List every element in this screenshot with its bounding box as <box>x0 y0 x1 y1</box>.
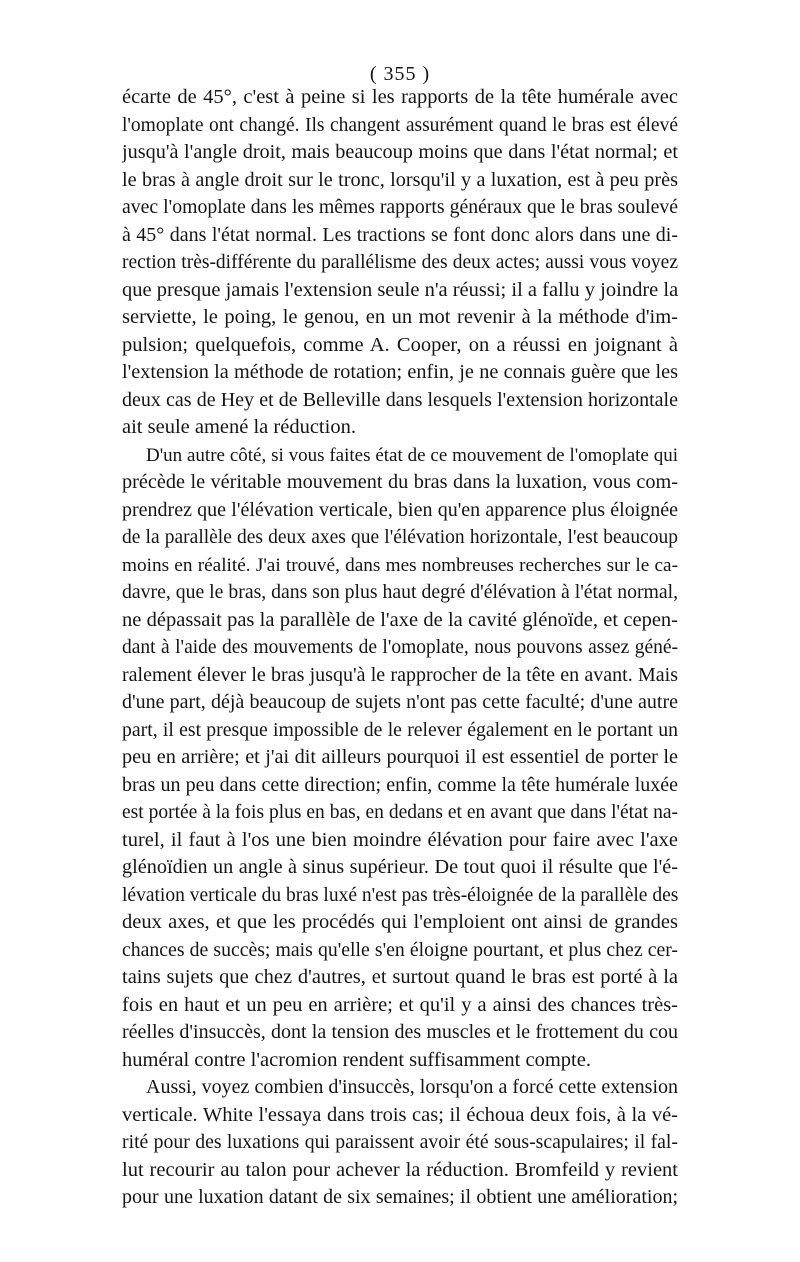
text-line: tains sujets que chez d'autres, et surtout quand le bras est porté à la <box>122 966 678 988</box>
page-number: ( 355 ) <box>369 63 431 85</box>
text-line: Aussi, voyez combien d'insuccès, lorsqu'on a forcé cette extension <box>146 1076 678 1098</box>
text-line: deux axes, et que les procédés qui l'emploient ont ainsi de grandes <box>122 911 678 933</box>
text-line: à 45° dans l'état normal. Les tractions se font donc alors dans une di- <box>122 223 678 246</box>
text-line: bras un peu dans cette direction; enfin, comme la tête humérale luxée <box>122 773 678 796</box>
text-line: lut recourir au talon pour achever la réduction. Bromfeild y revient <box>122 1158 678 1181</box>
text-line: que presque jamais l'extension seule n'a réussi; il a fallu y joindre la <box>122 278 678 301</box>
text-line: est portée à la fois plus en bas, en dedans et en avant que dans l'état na- <box>122 802 678 823</box>
text-line: chances de succès; mais qu'elle s'en éloigne pourtant, et plus chez cer- <box>122 938 678 961</box>
text-line: turel, il faut à l'os une bien moindre élévation pour faire avec l'axe <box>122 828 678 851</box>
text-line: ne dépassait pas la parallèle de l'axe de la cavité glénoïde, et cepen- <box>122 608 678 631</box>
text-line: rection très-différente du parallélisme des deux actes; aussi vous voyez <box>122 252 678 273</box>
text-line: davre, que le bras, dans son plus haut degré d'élévation à l'état normal, <box>122 581 678 603</box>
text-line: ait seule amené la réduction. <box>122 416 356 438</box>
text-line: l'omoplate ont changé. Ils changent assurément quand le bras est élevé <box>122 114 678 136</box>
text-line: lévation verticale du bras luxé n'est pas très-éloignée de la parallèle des <box>122 884 678 906</box>
text-line: écarte de 45°, c'est à peine si les rapports de la tête humérale avec <box>122 86 678 108</box>
text-line: précède le véritable mouvement du bras dans la luxation, vous com- <box>122 471 678 493</box>
text-line: glénoïdien un angle à sinus supérieur. De tout quoi il résulte que l'é- <box>122 856 678 878</box>
text-line: de la parallèle des deux axes que l'élévation horizontale, l'est beaucoup <box>122 527 678 548</box>
text-line: rité pour des luxations qui paraissent avoir été sous-scapulaires; il fal- <box>122 1131 678 1153</box>
text-line: part, il est presque impossible de le relever également en le portant un <box>122 718 678 741</box>
text-line: moins en réalité. J'ai trouvé, dans mes nombreuses recherches sur le ca- <box>122 554 678 576</box>
text-line: l'extension la méthode de rotation; enfin, je ne connais guère que les <box>122 361 678 383</box>
text-line: D'un autre côté, si vous faites état de ce mouvement de l'omoplate qui <box>146 444 678 466</box>
body-text <box>122 84 678 1212</box>
text-line: ralement élever le bras jusqu'à le rapprocher de la tête en avant. Mais <box>122 663 678 686</box>
text-line: serviette, le poing, le genou, en un mot revenir à la méthode d'im- <box>122 306 678 328</box>
text-line: dant à l'aide des mouvements de l'omoplate, nous pouvons assez géné- <box>122 637 678 658</box>
text-line: deux cas de Hey et de Belleville dans lesquels l'extension horizontale <box>122 388 678 411</box>
text-line: réelles d'insuccès, dont la tension des muscles et le frottement du cou <box>122 1021 678 1043</box>
text-line: jusqu'à l'angle droit, mais beaucoup moins que dans l'état normal; et <box>122 141 678 163</box>
text-line: huméral contre l'acromion rendent suffisamment compte. <box>122 1048 591 1071</box>
text-line: verticale. White l'essaya dans trois cas; il échoua deux fois, à la vé- <box>122 1103 678 1126</box>
text-line: d'une part, déjà beaucoup de sujets n'ont pas cette faculté; d'une autre <box>122 691 678 713</box>
text-line: pulsion; quelquefois, comme A. Cooper, on a réussi en joignant à <box>122 333 678 356</box>
text-line: fois en haut et un peu en arrière; et qu'il y a ainsi des chances très- <box>122 993 678 1016</box>
text-line: pour une luxation datant de six semaines; il obtient une amélioration; <box>122 1186 678 1208</box>
text-line: le bras à angle droit sur le tronc, lorsqu'il y a luxation, est à peu près <box>122 168 678 191</box>
text-line: avec l'omoplate dans les mêmes rapports généraux que le bras soulevé <box>122 196 678 218</box>
text-line: prendrez que l'élévation verticale, bien qu'en apparence plus éloignée <box>122 498 678 521</box>
text-line: peu en arrière; et j'ai dit ailleurs pourquoi il est essentiel de porter le <box>122 746 678 768</box>
